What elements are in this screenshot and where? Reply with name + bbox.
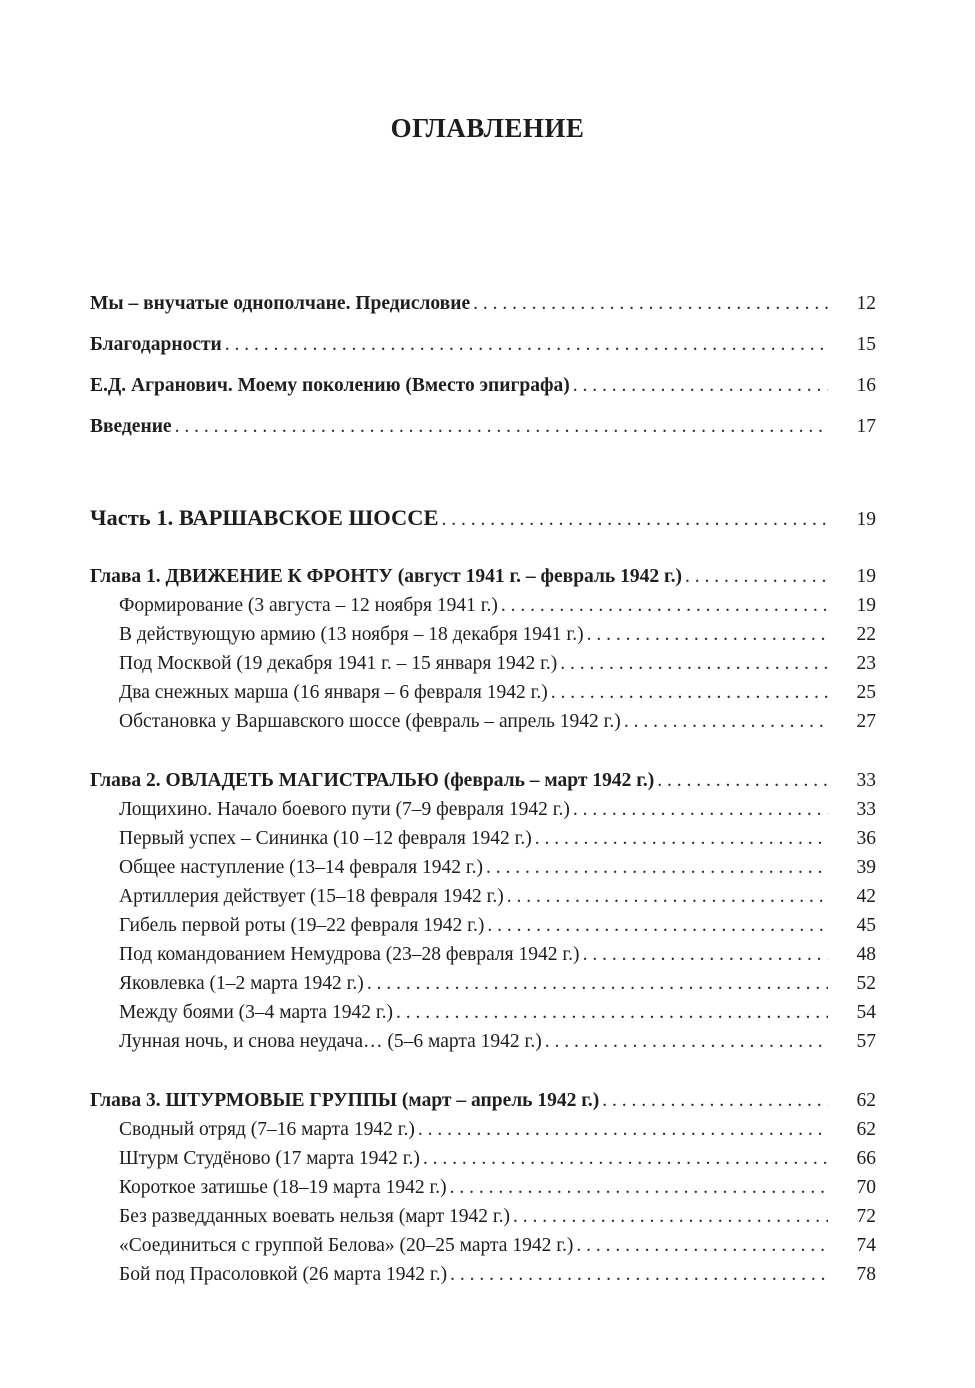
toc-section[interactable] <box>119 1116 876 1144</box>
toc-entry-text: Лощихино. Начало боевого пути (7–9 февраля 1942 г.) <box>119 799 570 820</box>
dot-leader <box>587 621 828 649</box>
toc-entry-text: Артиллерия действует (15–18 февраля 1942 г.) <box>119 886 504 907</box>
dot-leader <box>442 506 829 534</box>
toc-entry-text: Сводный отряд (7–16 марта 1942 г.) <box>119 1119 415 1140</box>
toc-entry-page: 39 <box>856 857 876 878</box>
toc-section[interactable] <box>119 1028 876 1056</box>
toc-section[interactable] <box>119 650 876 678</box>
toc-entry-page: 36 <box>856 828 876 849</box>
toc-section[interactable] <box>119 621 876 649</box>
toc-entry-text: Штурм Студёново (17 марта 1942 г.) <box>119 1148 420 1169</box>
toc-section[interactable] <box>119 854 876 882</box>
toc-entry-page: 62 <box>856 1090 876 1111</box>
toc-section[interactable] <box>119 1174 876 1202</box>
dot-leader <box>486 854 828 882</box>
toc-entry-text: Мы – внучатые однополчане. Предисловие <box>90 293 471 314</box>
toc-entry-text: Под Москвой (19 декабря 1941 г. – 15 января 1942 г.) <box>119 653 558 674</box>
toc-section[interactable] <box>119 708 876 736</box>
toc-entry-text: Два снежных марша (16 января – 6 февраля 1942 г.) <box>119 682 548 703</box>
toc-entry-page: 25 <box>856 682 876 703</box>
toc-section[interactable] <box>119 970 876 998</box>
toc-entry-text: Яковлевка (1–2 марта 1942 г.) <box>119 973 364 994</box>
toc-entry-preface[interactable] <box>90 290 876 318</box>
toc-entry-text: Глава 2. ОВЛАДЕТЬ МАГИСТРАЛЬЮ (февраль – март 1942 г.) <box>90 770 655 791</box>
toc-entry-text: Введение <box>90 416 172 437</box>
toc-chapter-3[interactable] <box>90 1087 876 1115</box>
toc-entry-page: 78 <box>856 1264 876 1285</box>
dot-leader <box>450 1261 828 1289</box>
toc-entry-text: Часть 1. ВАРШАВСКОЕ ШОССЕ <box>90 505 439 530</box>
dot-leader <box>685 563 828 591</box>
toc-entry-acknowledgements[interactable] <box>90 331 876 359</box>
toc-part-1[interactable] <box>90 504 876 532</box>
toc-entry-text: Бой под Прасоловкой (26 марта 1942 г.) <box>119 1264 448 1285</box>
toc-section[interactable] <box>119 592 876 620</box>
toc-entry-introduction[interactable] <box>90 413 876 441</box>
toc-entry-page: 62 <box>856 1119 876 1140</box>
dot-leader <box>535 825 828 853</box>
toc-entry-text: Общее наступление (13–14 февраля 1942 г.) <box>119 857 483 878</box>
toc-section[interactable] <box>119 883 876 911</box>
toc-entry-page: 22 <box>856 624 876 645</box>
toc-entry-text: Благодарности <box>90 334 222 355</box>
toc-entry-text: «Соединиться с группой Белова» (20–25 марта 1942 г.) <box>119 1235 574 1256</box>
toc-entry-text: Глава 3. ШТУРМОВЫЕ ГРУППЫ (март – апрель 1942 г.) <box>90 1090 600 1111</box>
toc-entry-page: 72 <box>856 1206 876 1227</box>
dot-leader <box>576 1232 828 1260</box>
toc-entry-page: 57 <box>856 1031 876 1052</box>
toc-entry-page: 12 <box>856 293 876 314</box>
dot-leader <box>624 708 828 736</box>
toc-entry-page: 48 <box>856 944 876 965</box>
toc-entry-text: Гибель первой роты (19–22 февраля 1942 г.) <box>119 915 485 936</box>
dot-leader <box>657 767 828 795</box>
toc-entry-page: 23 <box>856 653 876 674</box>
dot-leader <box>501 592 828 620</box>
toc-entry-text: Формирование (3 августа – 12 ноября 1941 г.) <box>119 595 498 616</box>
toc-entry-page: 19 <box>856 509 876 530</box>
toc-entry-page: 16 <box>856 375 876 396</box>
dot-leader <box>423 1145 828 1173</box>
dot-leader <box>551 679 828 707</box>
toc-entry-page: 45 <box>856 915 876 936</box>
dot-leader <box>513 1203 828 1231</box>
toc-entry-text: Первый успех – Сининка (10 –12 февраля 1942 г.) <box>119 828 532 849</box>
toc-entry-text: Обстановка у Варшавского шоссе (февраль – апрель 1942 г.) <box>119 711 621 732</box>
toc-entry-text: Между боями (3–4 марта 1942 г.) <box>119 1002 393 1023</box>
dot-leader <box>367 970 828 998</box>
toc-entry-page: 33 <box>856 770 876 791</box>
toc-section[interactable] <box>119 912 876 940</box>
dot-leader <box>473 290 828 318</box>
toc-entry-page: 54 <box>856 1002 876 1023</box>
dot-leader <box>583 941 828 969</box>
dot-leader <box>450 1174 828 1202</box>
toc-entry-page: 15 <box>856 334 876 355</box>
toc-chapter-2[interactable] <box>90 767 876 795</box>
toc-entry-page: 19 <box>856 595 876 616</box>
toc-entry-text: Под командованием Немудрова (23–28 февраля 1942 г.) <box>119 944 580 965</box>
toc-entry-page: 17 <box>856 416 876 437</box>
toc-entry-page: 27 <box>856 711 876 732</box>
toc-entry-text: Без разведданных воевать нельзя (март 1942 г.) <box>119 1206 511 1227</box>
toc-section[interactable] <box>119 679 876 707</box>
toc-entry-text: Лунная ночь, и снова неудача… (5–6 марта 1942 г.) <box>119 1031 542 1052</box>
dot-leader <box>487 912 828 940</box>
dot-leader <box>418 1116 828 1144</box>
toc-chapter-1[interactable] <box>90 563 876 591</box>
toc-entry-page: 74 <box>856 1235 876 1256</box>
toc-entry-text: Глава 1. ДВИЖЕНИЕ К ФРОНТУ (август 1941 г. – февраль 1942 г.) <box>90 566 682 587</box>
dot-leader <box>396 999 828 1027</box>
toc-section[interactable] <box>119 1145 876 1173</box>
toc-section[interactable] <box>119 1261 876 1289</box>
toc-section[interactable] <box>119 825 876 853</box>
dot-leader <box>507 883 828 911</box>
dot-leader <box>602 1087 828 1115</box>
dot-leader <box>560 650 828 678</box>
toc-entry-page: 33 <box>856 799 876 820</box>
toc-entry-page: 19 <box>856 566 876 587</box>
dot-leader <box>225 331 828 359</box>
toc-entry-page: 42 <box>856 886 876 907</box>
toc-entry-page: 70 <box>856 1177 876 1198</box>
toc-section[interactable] <box>119 1203 876 1231</box>
toc-section[interactable] <box>119 796 876 824</box>
dot-leader <box>573 796 828 824</box>
dot-leader <box>545 1028 828 1056</box>
dot-leader <box>573 372 828 400</box>
page-title: ОГЛАВЛЕНИЕ <box>390 113 585 143</box>
dot-leader <box>175 413 828 441</box>
toc-entry-text: В действующую армию (13 ноября – 18 декабря 1941 г.) <box>119 624 584 645</box>
toc-section[interactable] <box>119 1232 876 1260</box>
toc-section[interactable] <box>119 941 876 969</box>
toc-entry-page: 66 <box>856 1148 876 1169</box>
toc-entry-text: Короткое затишье (18–19 марта 1942 г.) <box>119 1177 447 1198</box>
toc-section[interactable] <box>119 999 876 1027</box>
toc-entry-text: Е.Д. Агранович. Моему поколению (Вместо эпиграфа) <box>90 375 570 396</box>
toc-entry-page: 52 <box>856 973 876 994</box>
toc-entry-epigraph[interactable] <box>90 372 876 400</box>
